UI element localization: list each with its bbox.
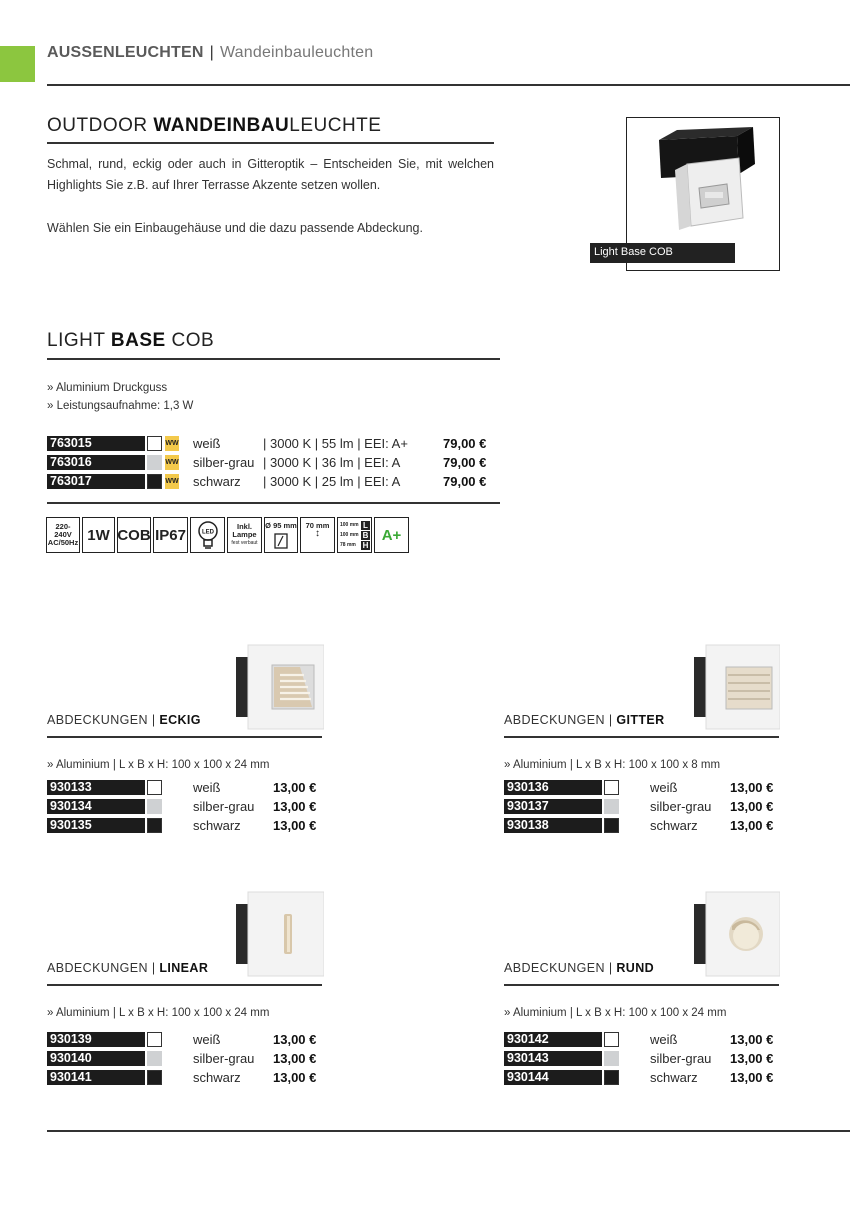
cover-variant-row — [47, 779, 322, 796]
cover-variant-row — [47, 798, 322, 815]
article-number: 930137 — [504, 799, 602, 814]
color-name: schwarz — [650, 1070, 698, 1085]
color-swatch-silver — [147, 1051, 162, 1066]
cover-eckig-rule — [47, 736, 322, 738]
color-name: schwarz — [650, 818, 698, 833]
product-title-rule — [47, 358, 500, 360]
width-letter: B — [362, 530, 369, 540]
cover-variant-row — [504, 1031, 779, 1048]
color-swatch-silver — [604, 1051, 619, 1066]
led-bulb-icon — [190, 517, 225, 553]
section-color-tab — [0, 46, 35, 82]
price: 13,00 € — [273, 799, 317, 814]
article-number: 763015 — [47, 436, 145, 451]
depth-arrow-icon: ↕ — [315, 528, 320, 539]
article-number: 930136 — [504, 780, 602, 795]
header-divider — [47, 84, 850, 86]
price: 13,00 € — [730, 780, 774, 795]
cover-linear-title — [47, 961, 208, 975]
cover-eckig-spec: » Aluminium | L x B x H: 100 x 100 x 24 mm — [47, 759, 270, 771]
light-specs: | 3000 K | 25 lm | EEI: A — [263, 474, 401, 489]
intro-title-rule — [47, 142, 494, 144]
product-title-pre: LIGHT — [47, 330, 111, 351]
price: 13,00 € — [730, 818, 774, 833]
cover-rund-rule — [504, 984, 779, 986]
width-value: 100 mm — [340, 532, 359, 538]
warm-white-badge: WW — [165, 474, 179, 489]
depth-value: 70 mm — [305, 521, 330, 530]
article-number: 763016 — [47, 455, 145, 470]
cover-variant-row — [47, 1031, 322, 1048]
cover-title-pre: ABDECKUNGEN | — [504, 961, 617, 975]
height-letter: H — [362, 540, 369, 550]
price: 13,00 € — [273, 818, 317, 833]
cutout-diameter-icon — [264, 517, 298, 553]
color-swatch-black — [147, 1070, 162, 1085]
cover-variant-row — [47, 1069, 322, 1086]
cover-gitter-spec: » Aluminium | L x B x H: 100 x 100 x 8 mm — [504, 759, 721, 771]
page-header — [47, 44, 373, 62]
color-swatch-black — [604, 1070, 619, 1085]
dimensions-icon — [337, 517, 372, 553]
cover-variant-row — [504, 779, 779, 796]
article-number: 930144 — [504, 1070, 602, 1085]
price: 13,00 € — [273, 1070, 317, 1085]
cover-gitter-title — [504, 713, 665, 727]
color-swatch-white — [147, 436, 162, 451]
cob-icon: COB — [117, 517, 151, 553]
feature-icons — [46, 517, 409, 553]
ip-rating-icon: IP67 — [153, 517, 188, 553]
bulb-icon — [195, 519, 221, 551]
article-number: 930140 — [47, 1051, 145, 1066]
cover-rund-photo — [692, 890, 780, 978]
cover-variant-row — [47, 817, 322, 834]
voltage-line2: AC/50Hz — [47, 538, 79, 547]
color-name: weiß — [193, 436, 221, 451]
cover-title-bold: RUND — [616, 961, 655, 975]
price: 13,00 € — [273, 780, 317, 795]
color-swatch-silver — [147, 799, 162, 814]
cover-variant-row — [504, 1050, 779, 1067]
article-number: 930139 — [47, 1032, 145, 1047]
height-value: 78 mm — [340, 542, 356, 548]
color-swatch-white — [604, 1032, 619, 1047]
header-subcategory: Wandeinbauleuchten — [219, 44, 374, 61]
color-swatch-white — [147, 1032, 162, 1047]
price: 13,00 € — [730, 1032, 774, 1047]
lamp-line2: Lampe — [232, 530, 257, 539]
product-feature: » Leistungsaufnahme: 1,3 W — [47, 400, 194, 412]
cover-title-bold: ECKIG — [159, 713, 201, 727]
voltage-icon — [46, 517, 80, 553]
color-name: weiß — [650, 1032, 678, 1047]
length-letter: L — [361, 521, 370, 530]
cover-variant-row — [504, 1069, 779, 1086]
price: 13,00 € — [730, 799, 774, 814]
photo-caption: Light Base COB — [590, 243, 735, 263]
color-name: silber-grau — [193, 799, 255, 814]
lamp-included-icon — [227, 517, 262, 553]
cover-rund-title — [504, 961, 654, 975]
energy-class-icon: A+ — [374, 517, 409, 553]
cover-variant-row — [504, 817, 779, 834]
cover-rund-spec: » Aluminium | L x B x H: 100 x 100 x 24 mm — [504, 1007, 727, 1019]
price: 79,00 € — [443, 455, 487, 470]
article-number: 930134 — [47, 799, 145, 814]
cover-linear-spec: » Aluminium | L x B x H: 100 x 100 x 24 mm — [47, 1007, 270, 1019]
color-name: schwarz — [193, 474, 241, 489]
led-label: LED — [201, 529, 214, 536]
warm-white-badge: WW — [165, 455, 179, 470]
article-number: 930135 — [47, 818, 145, 833]
installation-depth-icon — [300, 517, 335, 553]
article-number: 930142 — [504, 1032, 602, 1047]
intro-instruction: Wählen Sie ein Einbaugehäuse und die dazu passende Abdeckung. — [47, 221, 423, 235]
length-value: 100 mm — [340, 522, 359, 528]
color-name: silber-grau — [193, 1051, 255, 1066]
intro-title-pre: OUTDOOR — [47, 115, 154, 136]
color-swatch-black — [604, 818, 619, 833]
header-category: AUSSENLEUCHTEN — [47, 44, 204, 61]
cover-title-bold: GITTER — [616, 713, 665, 727]
product-title-bold: BASE — [110, 330, 166, 351]
product-variant-row — [47, 473, 492, 490]
color-name: weiß — [650, 780, 678, 795]
price: 13,00 € — [730, 1051, 774, 1066]
product-title-post: COB — [165, 330, 215, 351]
intro-title-post: LEUCHTE — [289, 115, 382, 136]
intro-title-bold: WANDEINBAU — [153, 115, 290, 136]
product-variant-row — [47, 454, 492, 471]
price: 79,00 € — [443, 474, 487, 489]
color-swatch-white — [604, 780, 619, 795]
price: 13,00 € — [273, 1032, 317, 1047]
color-name: schwarz — [193, 818, 241, 833]
cover-variant-row — [47, 1050, 322, 1067]
product-title — [47, 330, 214, 352]
lamp-line3: fest verbaut — [231, 540, 258, 546]
cover-gitter-rule — [504, 736, 779, 738]
header-separator: | — [209, 44, 214, 61]
color-swatch-black — [147, 818, 162, 833]
color-name: silber-grau — [193, 455, 255, 470]
color-name: silber-grau — [650, 1051, 712, 1066]
article-number: 930133 — [47, 780, 145, 795]
warm-white-badge: WW — [165, 436, 179, 451]
cover-title-pre: ABDECKUNGEN | — [504, 713, 617, 727]
product-feature: » Aluminium Druckguss — [47, 382, 168, 394]
cover-variant-row — [504, 798, 779, 815]
price: 13,00 € — [273, 1051, 317, 1066]
cover-title-bold: LINEAR — [159, 961, 209, 975]
color-name: weiß — [193, 780, 221, 795]
light-specs: | 3000 K | 36 lm | EEI: A — [263, 455, 401, 470]
cutout-symbol-icon — [274, 533, 288, 549]
color-name: weiß — [193, 1032, 221, 1047]
light-specs: | 3000 K | 55 lm | EEI: A+ — [263, 436, 408, 451]
cover-eckig-title — [47, 713, 201, 727]
color-swatch-silver — [147, 455, 162, 470]
cover-gitter-photo — [692, 643, 780, 731]
voltage-line1: 220-240V — [54, 522, 72, 539]
article-number: 930138 — [504, 818, 602, 833]
color-name: schwarz — [193, 1070, 241, 1085]
article-number: 763017 — [47, 474, 145, 489]
price: 13,00 € — [730, 1070, 774, 1085]
color-name: silber-grau — [650, 799, 712, 814]
cover-eckig-photo — [234, 643, 324, 731]
footer-divider — [47, 1130, 850, 1132]
color-swatch-silver — [604, 799, 619, 814]
cover-linear-rule — [47, 984, 322, 986]
color-swatch-black — [147, 474, 162, 489]
color-swatch-white — [147, 780, 162, 795]
cover-title-pre: ABDECKUNGEN | — [47, 961, 160, 975]
product-rows-rule — [47, 502, 500, 504]
product-variant-row — [47, 435, 492, 452]
price: 79,00 € — [443, 436, 487, 451]
intro-paragraph: Schmal, rund, eckig oder auch in Gitteroptik – Entscheiden Sie, mit welchen Highlights Sie z.B. auf Ihrer Terrasse Akzente setzen wollen. — [47, 157, 494, 192]
lamp-line1: Inkl. — [236, 522, 252, 531]
wattage-icon: 1W — [82, 517, 115, 553]
article-number: 930143 — [504, 1051, 602, 1066]
intro-title — [47, 115, 381, 137]
article-number: 930141 — [47, 1070, 145, 1085]
diameter-value: Ø 95 mm — [265, 521, 297, 530]
cover-linear-photo — [234, 890, 324, 978]
cover-title-pre: ABDECKUNGEN | — [47, 713, 160, 727]
